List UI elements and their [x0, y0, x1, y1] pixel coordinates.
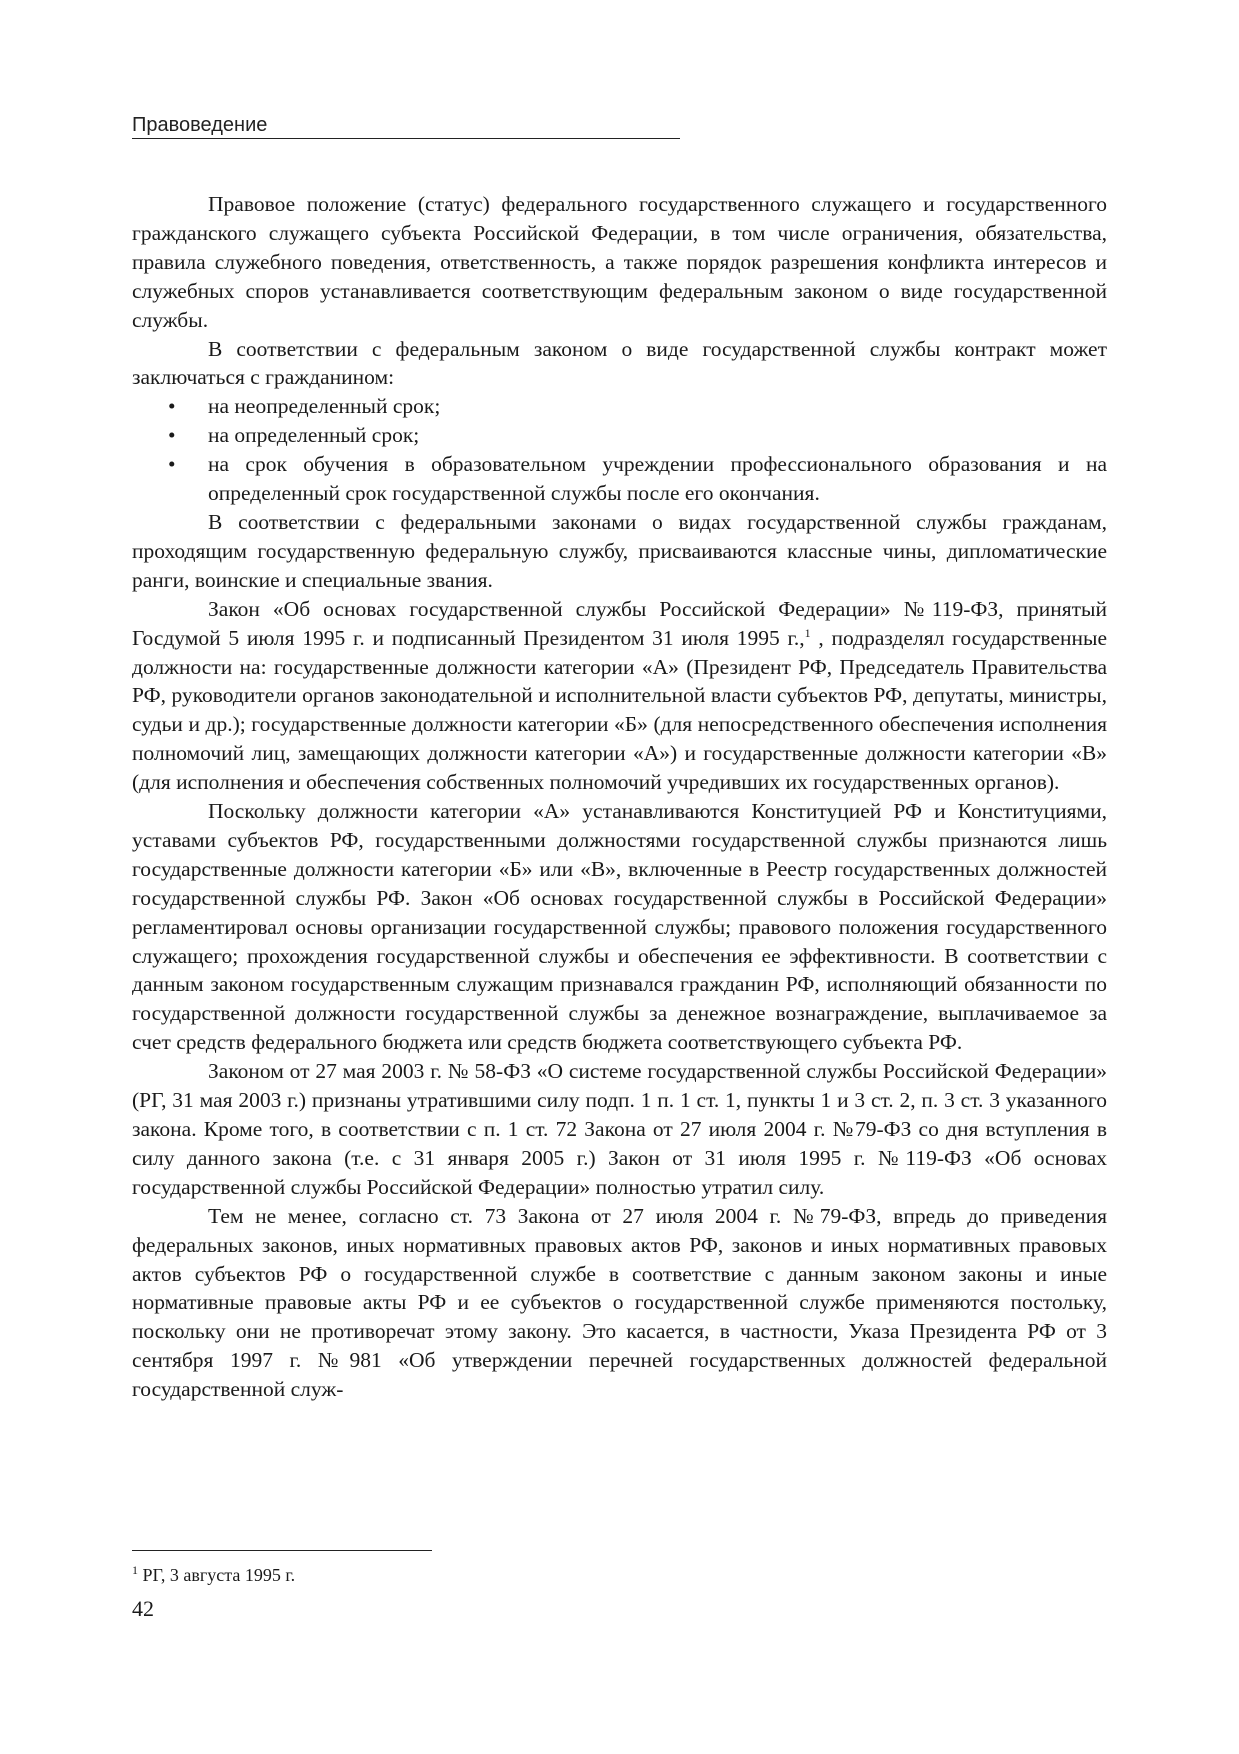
list-item: [132, 421, 1107, 450]
paragraph-1: Правовое положение (статус) федерального государственного служащего и государственного гражданского служащего субъекта Российской Федерации, в том числе ограничения, обязательства, правила служебного поведения, ответственность, а также порядок разрешения конфликта интересов и служебных споров устанавливается соответствующим федеральным законом о виде государственной службы.: [132, 192, 1107, 332]
list-item: [132, 392, 1107, 421]
bullet-icon: •: [168, 452, 176, 477]
paragraph-5: Поскольку должности категории «А» устанавливаются Конституцией РФ и Конституциями, уставами субъектов РФ, государственными должностями государственной службы признаются лишь государственные должности категории «Б» или «В», включенные в Реестр государственных должностей государственной службы РФ. Закон «Об основах государственной службы в Российской Федерации» регламентировал основы организации государственной службы; правового положения государственного служащего; прохождения государственной службы и обеспечения ее эффективности. В соответствии с данным законом государственным служащим признавался гражданин РФ, исполняющий обязанности по государственной должности государственной службы за денежное вознаграждение, выплачиваемое за счет средств федерального бюджета или средств бюджета соответствующего субъекта РФ.: [132, 799, 1107, 1055]
bullet-icon: •: [168, 423, 176, 448]
paragraph-4-text-b: , подразделял государственные должности на: государственные должности категории «А» (Президент РФ, Председатель Правительства РФ, руководители органов законодательной и исполнительной власти субъектов РФ, депутаты, министры, судьи и др.); государственные должности категории «Б» (для непосредственного обеспечения исполнения полномочий лиц, замещающих должности категории «А») и государственные должности категории «В» (для исполнения и обеспечения собственных полномочий учредивших их государственных органов).: [132, 625, 1107, 795]
bullet-icon: •: [168, 394, 176, 419]
footnote: [132, 1564, 295, 1586]
paragraph-4: [132, 595, 1107, 797]
paragraph-4-text-a: Закон «Об основах государственной службы Российской Федерации» №119-ФЗ, принятый Госдумой 5 июля 1995 г. и подписанный Президентом 31 июля 1995 г.,: [132, 596, 1107, 650]
paragraph-7: Тем не менее, согласно ст. 73 Закона от 27 июля 2004 г. №79-ФЗ, впредь до приведения федеральных законов, иных нормативных правовых актов РФ, законов и иных нормативных правовых актов субъектов РФ о государственной службе в соответствие с данным законом законы и иные нормативные правовые акты РФ и ее субъектов о государственной службе применяются постольку, поскольку они не противоречат этому закону. Это касается, в частности, Указа Президента РФ от 3 сентября 1997 г. №981 «Об утверждении перечней государственных должностей федеральной государственной служ-: [132, 1203, 1107, 1402]
paragraph-6: Законом от 27 мая 2003 г. № 58-ФЗ «О системе государственной службы Российской Федерации» (РГ, 31 мая 2003 г.) признаны утратившими силу подп. 1 п. 1 ст. 1, пункты 1 и 3 ст. 2, п. 3 ст. 3 указанного закона. Кроме того, в соответствии с п. 1 ст. 72 Закона от 27 июля 2004 г. №79-ФЗ со дня вступления в силу данного закона (т.е. с 31 января 2005 г.) Закон от 31 июля 1995 г. №119-ФЗ «Об основах государственной службы Российской Федерации» полностью утратил силу.: [132, 1059, 1107, 1199]
footnote-separator: [132, 1550, 432, 1551]
footnote-text: РГ, 3 августа 1995 г.: [138, 1565, 296, 1585]
footnote-marker: 1: [132, 1563, 138, 1577]
list-item-text: на неопределенный срок;: [208, 394, 441, 419]
list-item-text: на срок обучения в образовательном учреждении профессионального образования и на определенный срок государственной службы после его окончания.: [208, 452, 1107, 506]
page-number: 42: [132, 1596, 154, 1621]
running-header: Правоведение: [132, 114, 680, 139]
list-item-text: на определенный срок;: [208, 423, 420, 448]
list-item: [132, 450, 1107, 508]
paragraph-3: В соответствии с федеральными законами о видах государственной службы гражданам, проходящим государственную федеральную службу, присваиваются классные чины, дипломатические ранги, воинские и специальные звания.: [132, 509, 1107, 592]
footnote-ref[interactable]: 1: [804, 625, 811, 640]
bullet-list: [132, 392, 1107, 508]
paragraph-2: В соответствии с федеральным законом о виде государственной службы контракт может заключаться с гражданином:: [132, 336, 1107, 390]
body-text: [132, 190, 1107, 1404]
